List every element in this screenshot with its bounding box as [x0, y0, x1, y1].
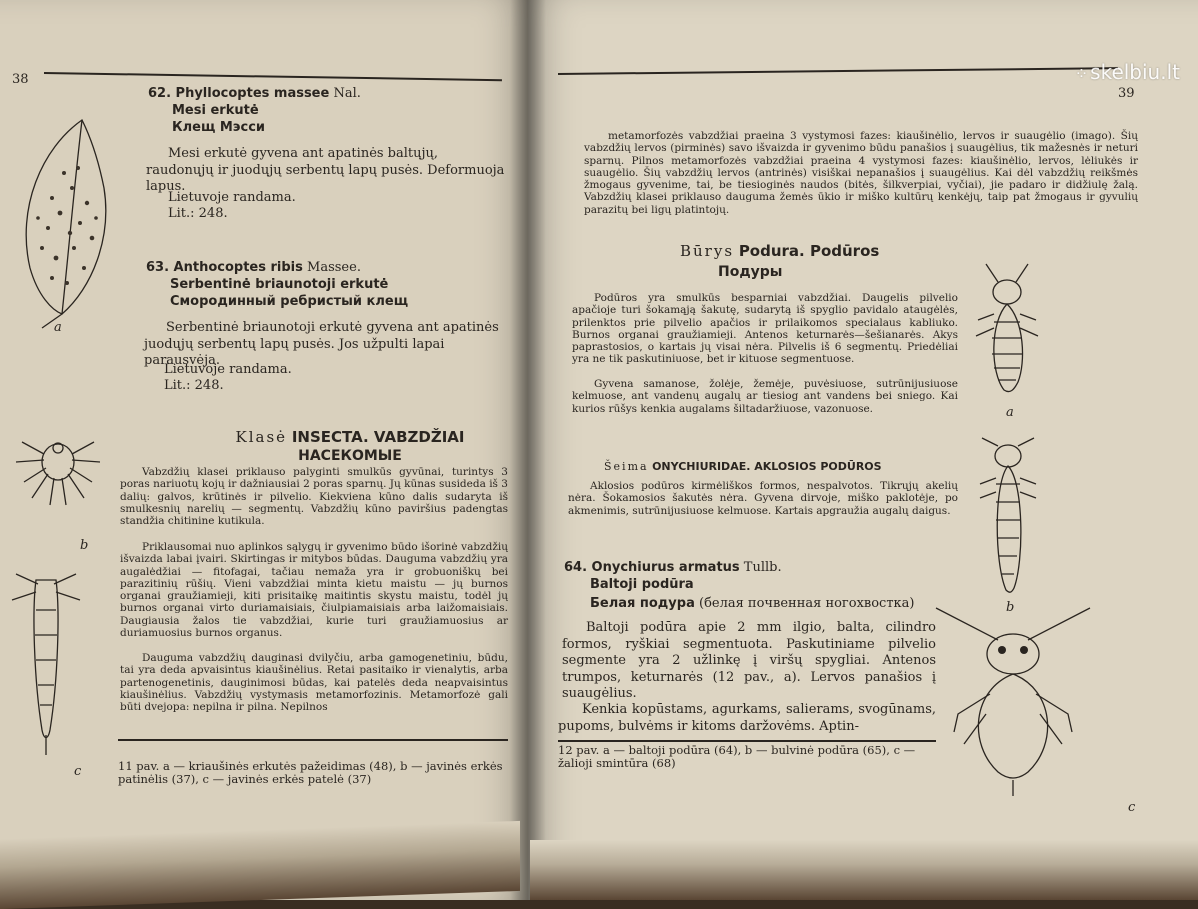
entry-63-found: Lietuvoje randama.	[164, 362, 292, 377]
order-heading-prefix: Būrys	[680, 242, 735, 260]
fig-label-c-left: c	[74, 764, 82, 779]
fig-label-a-left: a	[54, 320, 62, 335]
mite-figure	[10, 420, 105, 530]
entry-64-text: Baltoji podūra apie 2 mm ilgio, balta, cilindro formos, ryškiai segmentuota. Paskutiniame pilvelio segmente yra 2 užlinkę į viršų spygliai. Antenos trumpos, keturnarės (12 pav., a). Lervos panašios į suaugėlius.	[562, 620, 936, 701]
family-heading-prefix: Šeima	[604, 460, 649, 473]
entry-62-text: Mesi erkutė gyvena ant apatinės baltųjų, raudonųjų ir juodųjų serbentų lapų pusės. Deformuoja lapus.	[146, 146, 505, 194]
entry-63-title	[146, 260, 361, 276]
entry-63-text: Serbentinė briaunotoji erkutė gyvena ant apatinės juodųjų serbentų lapų pusės. Jos užpulti lapai parausvėja.	[144, 320, 499, 368]
entry-62-author: Nal.	[333, 86, 361, 101]
figure-12-caption: 12 pav. a — baltoji podūra (64), b — bulvinė podūra (65), c — žalioji smintūra (68)	[558, 743, 916, 770]
caption-rule-left	[118, 739, 508, 741]
fig-label-b-right: b	[1006, 600, 1015, 615]
entry-64-lt-name: Baltoji podūra	[590, 577, 694, 592]
order-paragraph-1: Podūros yra smulkūs besparniai vabzdžiai. Daugelis pilvelio apačioje turi šokamąją šakutę, sudarytą iš spyglio pavidalo ataugėlės, prilenktos prie pilvelio apačios ir prilaikomos specialaus kabliuko. Burnos organai graužiamieji. Antenos keturnarės—šešianarės. Akys paprastosios, o kartais jų visai nėra. Pilvelis iš 6 segmentų. Priedėliai yra ne tik paskutiniuose, bet ir kituose segmentuose.	[572, 292, 958, 366]
figure-11-caption: 11 pav. a — kriaušinės erkutės pažeidimas (48), b — javinės erkės patinėlis (37), c — javinės erkės patelė (37)	[118, 759, 503, 786]
springtail-b-figure	[968, 432, 1048, 602]
class-heading-ru: НАСЕКОМЫЕ	[298, 448, 402, 464]
entry-64-text-2: Kenkia kopūstams, agurkams, salierams, svogūnams, pupoms, bulvėms ir kitoms daržovėms. Aptin-	[558, 702, 936, 734]
entry-62-found: Lietuvoje randama.	[168, 190, 296, 205]
right-page	[528, 0, 1198, 900]
fig-label-b-left: b	[80, 538, 89, 553]
entry-63-author: Massee.	[307, 260, 361, 275]
family-heading-title: ONYCHIURIDAE. AKLOSIOS PODŪROS	[652, 460, 882, 473]
header-rule-left	[44, 72, 502, 81]
caption-rule-right	[558, 740, 936, 742]
order-heading-title: Podura. Podūros	[738, 242, 880, 260]
header-rule-right	[558, 67, 1118, 75]
class-paragraph-1: Vabzdžių klasei priklauso palyginti smulkūs gyvūnai, turintys 3 poras nariuotų kojų ir dažniausiai 2 poras sparnų. Jų kūnas susideda iš 3 dalių: galvos, krūtinės ir pilvelio. Kiekviena kūno dalis sudaryta iš smulkesnių narelių — segmentų. Vabzdžių kūno paviršius padengtas standžia chitinine kutikula.	[120, 466, 508, 528]
entry-64-ru-alt: (белая почвенная ногохвостка)	[699, 596, 915, 611]
order-paragraph-2: Gyvena samanose, žolėje, žemėje, puvėsiuose, sutrūnijusiuose kelmuose, ant vandenų augalų ar tiesiog ant vandens bei sniego. Kai kurios rūšys kenkia augalams šiltadaržiuose, vazonuose.	[572, 378, 958, 415]
entry-64-ru-name: Белая подура	[590, 596, 695, 611]
family-paragraph: Aklosios podūros kirmėliškos formos, nespalvotos. Tikrųjų akelių nėra. Šokamosios šakutės nėra. Gyvena dirvoje, miško paklotėje, po akmenimis, sutrūnijusiuose kelmuose. Kartais apgraužia augalų daigus.	[568, 480, 958, 517]
order-heading	[680, 242, 879, 260]
entry-62-lit: Lit.: 248.	[168, 206, 228, 221]
entry-64-author: Tullb.	[743, 560, 782, 575]
entry-62-title	[148, 86, 361, 102]
springtail-c-figure	[928, 604, 1098, 800]
entry-64-ru-line	[590, 596, 914, 612]
entry-62-lt-name: Mesi erkutė	[172, 103, 259, 118]
entry-63-ru-name: Смородинный ребристый клещ	[170, 294, 409, 309]
entry-64-title	[564, 560, 782, 576]
springtail-a-figure	[968, 262, 1048, 402]
class-heading	[200, 428, 500, 446]
watermark-logo-icon: ⁘	[1074, 64, 1087, 83]
metamorphosis-paragraph: metamorfozės vabzdžiai praeina 3 vystymosi fazes: kiaušinėlio, lervos ir suaugėlio (imago). Šių vabzdžių lervos (pirminės) savo išvaizda ir gyvenimo būdu panašios į suaugėlius, tik mažesnės ir neturi sparnų. Pilnos metamorfozės vabzdžiai praeina 4 vystymosi fazes: kiaušinėlio, lervos, lėliukės ir suaugėlio. Šių vabzdžių lervos (antrinės) visiškai nepanašios į suaugėlius. Kai dėl vabzdžių reikšmės žmogaus gyvenime, tai, be tiesioginės naudos (bitės, šilkverpiai, vyčiai), jie padaro ir didžiulę žalą. Vabzdžių klasei priklauso dauguma žemės ūkio ir miško kultūrų kenkėjų, taip pat žmogaus ir gyvulių parazitų bei ligų platintojų.	[584, 130, 1138, 216]
family-heading	[604, 460, 882, 473]
page-number-right: 39	[1118, 86, 1135, 101]
entry-63-lit: Lit.: 248.	[164, 378, 224, 393]
entry-63-name: 63. Anthocoptes ribis	[146, 260, 303, 275]
book-gutter	[510, 0, 546, 900]
right-page-edge	[530, 840, 1198, 900]
leaf-figure	[12, 118, 122, 333]
class-heading-title: INSECTA. VABZDŽIAI	[291, 428, 465, 446]
class-paragraph-3: Dauguma vabzdžių dauginasi dvilyčiu, arba gamogenetiniu, būdu, tai yra deda apvaisintus kiaušinėlius. Retai pasitaiko ir vienalytis, arba partenogenetinis, dauginimosi būdas, kai patelės deda neapvaisintus kiaušinėlius. Vabzdžių vystymasis metamorfozinis. Metamorfozė gali būti dvejopa: nepilna ir pilna. Nepilnos	[120, 652, 508, 714]
watermark-text: skelbiu.lt	[1090, 60, 1180, 84]
entry-64-name: 64. Onychiurus armatus	[564, 560, 740, 575]
entry-62-name: 62. Phyllocoptes massee	[148, 86, 330, 101]
class-heading-prefix: Klasė	[235, 428, 288, 446]
left-page	[0, 0, 528, 900]
fig-label-c-right: c	[1128, 800, 1136, 815]
class-paragraph-2: Priklausomai nuo aplinkos sąlygų ir gyvenimo būdo išorinė vabzdžių išvaizda labai įvairi. Skirtingas ir mitybos būdas. Dauguma vabzdžių yra augalėdžiai — fitofagai, tačiau nemaža yra ir grobuoniškų bei parazitinių rūšių. Vieni vabzdžiai minta kietu maistu — jų burnos organai graužiamieji, kiti prisitaikę maitintis skystu maistu, todėl jų burnos organai virto duriamaisiais, čiulpiamaisiais arba laižomaisiais. Daugiausia žalos tie vabzdžiai, kurie turi graužiamuosius ar duriamuosius burnos organus.	[120, 541, 508, 640]
entry-63-lt-name: Serbentinė briaunotoji erkutė	[170, 277, 389, 292]
watermark	[1075, 60, 1180, 84]
order-heading-ru: Подуры	[718, 264, 783, 280]
page-number-left: 38	[12, 72, 29, 87]
elongated-mite-figure	[6, 570, 86, 760]
fig-label-a-right: a	[1006, 405, 1014, 420]
entry-62-ru-name: Клещ Мэсси	[172, 120, 266, 135]
